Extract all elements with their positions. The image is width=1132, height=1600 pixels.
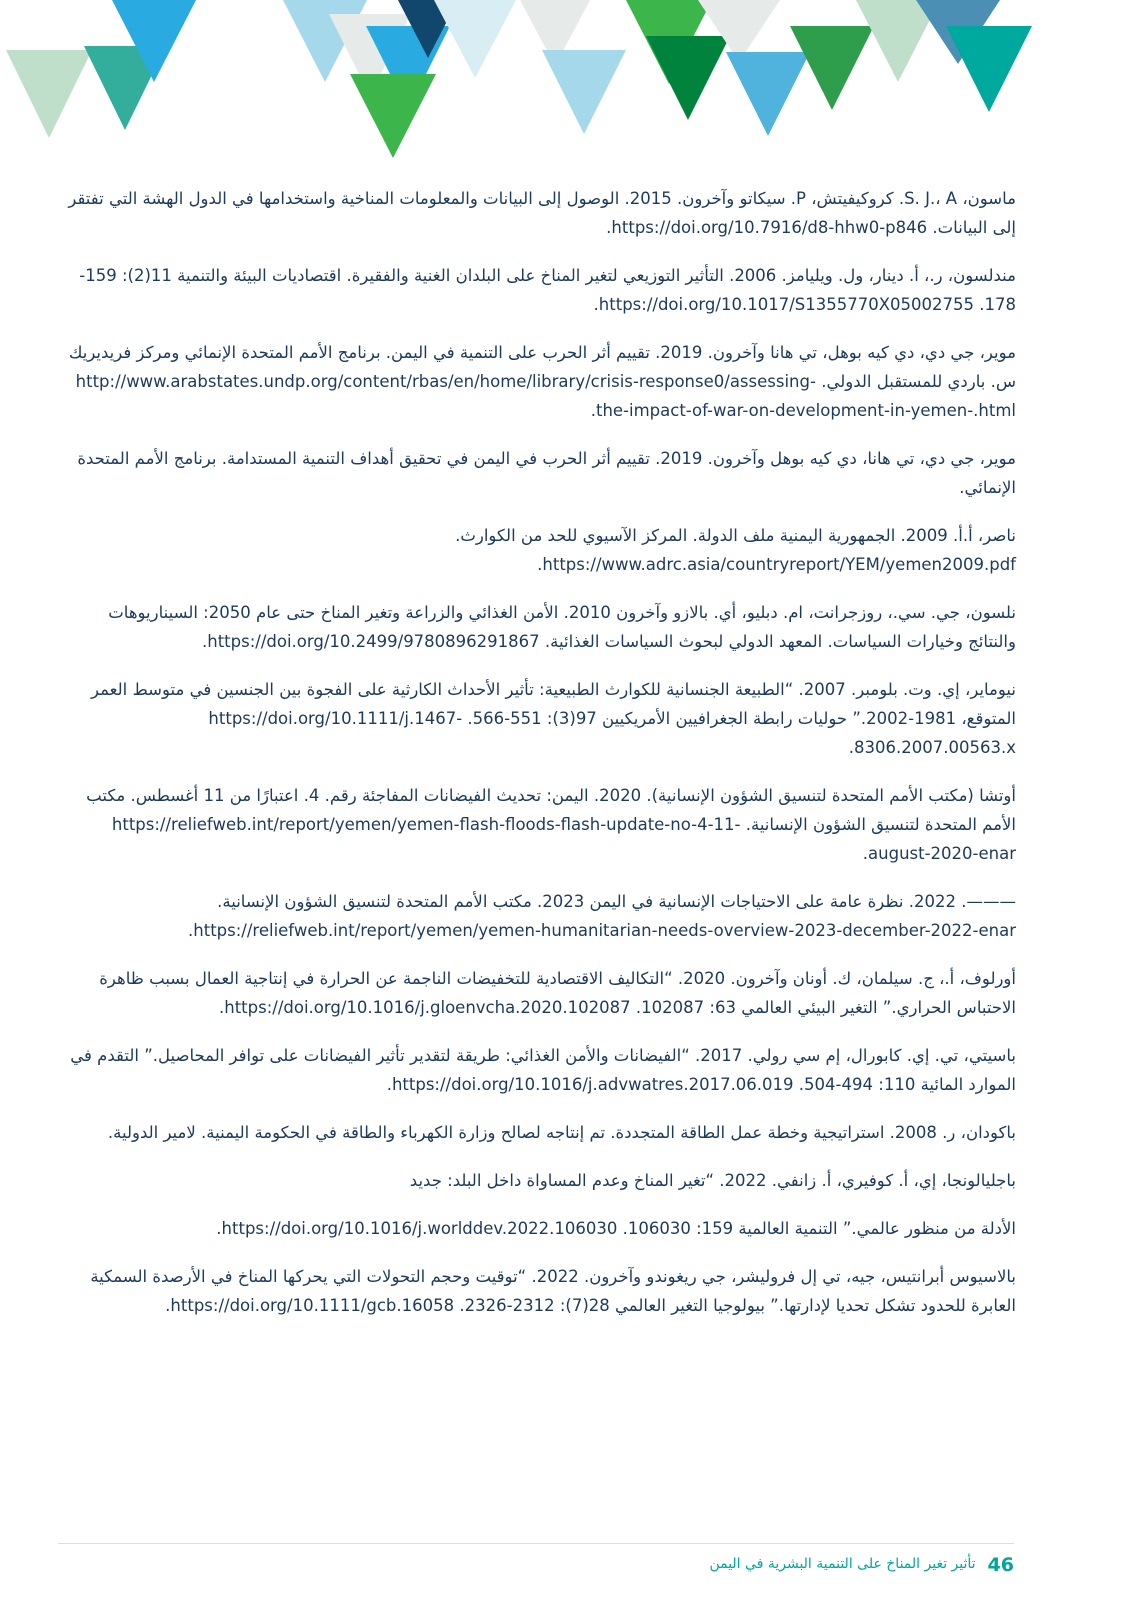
reference-entry: مندلسون، ر.، أ. دينار، ول. ويليامز. 2006. التأثير التوزيعي لتغير المناخ على البلدان الغنية والفقيرة. اقتصاديات البيئة والتنمية 11(2): 159-178. https://doi.org/10.1017/S1355770X05002755. bbox=[79, 266, 1016, 314]
reference-link[interactable]: https://doi.org/10.1016/j.worlddev.2022.106030 bbox=[221, 1219, 618, 1238]
reference-link[interactable]: https://reliefweb.int/report/yemen/yemen-flash-floods-flash-update-no-4-11-august-2020-enar bbox=[111, 815, 1016, 863]
header-decoration bbox=[0, 0, 1132, 160]
reference-entry: الأدلة من منظور عالمي.” التنمية العالمية 159: 106030. https://doi.org/10.1016/j.worlddev.2022.106030. bbox=[216, 1219, 1016, 1238]
reference-entry: موير، جي دي، تي هانا، دي كيه بوهل وآخرون. 2019. تقييم أثر الحرب في اليمن في تحقيق أهداف التنمية المستدامة. برنامج الأمم المتحدة الإنمائي. bbox=[77, 449, 1016, 497]
reference-link[interactable]: https://reliefweb.int/report/yemen/yemen-humanitarian-needs-overview-2023-december-2022-enar bbox=[193, 921, 1016, 940]
reference-entry: نيوماير، إي. وت. بلومبر. 2007. “الطبيعة الجنسانية للكوارث الطبيعية: تأثير الأحداث الكارثية على الفجوة بين الجنسين في متوسط العمر المتوقع، 1981-2002.” حوليات رابطة الجغرافيين الأمريكيين 97(3): 551-566. https://doi.org/10.1111/j.1467-8306.2007.00563.x. bbox=[91, 680, 1016, 757]
reference-link[interactable]: http://www.arabstates.undp.org/content/rbas/en/home/library/crisis-response0/assessing-the-impact-of-war-on-development-in-yemen-.html bbox=[75, 372, 1016, 420]
header-triangles-graphic bbox=[0, 0, 1132, 160]
reference-link[interactable]: https://doi.org/10.1111/gcb.16058 bbox=[170, 1296, 455, 1315]
reference-link[interactable]: https://doi.org/10.7916/d8-hhw0-p846 bbox=[611, 218, 928, 237]
reference-entry: باكودان، ر. 2008. استراتيجية وخطة عمل الطاقة المتجددة. تم إنتاجه لصالح وزارة الكهرباء والطاقة في الحكومة اليمنية. لامير الدولية. bbox=[107, 1123, 1016, 1142]
reference-entry: أورلوف، أ.، ج. سيلمان، ك. أونان وآخرون. 2020. “التكاليف الاقتصادية للتخفيضات الناجمة عن الحرارة في إنتاجية العمال بسبب ظاهرة الاحتباس الحراري.” التغير البيئي العالمي 63: 102087. https://doi.org/10.1016/j.gloenvcha.2020.102087. bbox=[99, 969, 1016, 1017]
reference-entry: أوتشا (مكتب الأمم المتحدة لتنسيق الشؤون الإنسانية). 2020. اليمن: تحديث الفيضانات المفاجئة رقم. 4. اعتبارًا من 11 أغسطس. مكتب الأمم المتحدة لتنسيق الشؤون الإنسانية. https://reliefweb.int/report/yemen/yemen-flash-floods-flash-update-no-4-11-august-2020-enar. bbox=[86, 786, 1016, 863]
reference-entry: ———. 2022. نظرة عامة على الاحتياجات الإنسانية في اليمن 2023. مكتب الأمم المتحدة لتنسيق الشؤون الإنسانية. https://reliefweb.int/report/yemen/yemen-humanitarian-needs-overview-2023-december-2022-enar. bbox=[188, 892, 1016, 940]
footer-row bbox=[58, 1554, 1014, 1576]
decor-triangle bbox=[350, 74, 436, 158]
reference-entry: بالاسيوس أبرانتيس، جيه، تي إل فروليشر، جي ريغوندو وآخرون. 2022. “توقيت وحجم التحولات التي يحركها المناخ في الأرصدة السمكية العابرة للحدود تشكل تحديا لإدارتها.” بيولوجيا التغير العالمي 28(7): 2312-2326. https://doi.org/10.1111/gcb.16058. bbox=[90, 1267, 1016, 1315]
reference-entry: باجليالونجا، إي، أ. كوفيري، أ. زانفي. 2022. “تغير المناخ وعدم المساواة داخل البلد: جديد bbox=[409, 1171, 1016, 1190]
report-title: تأثير تغير المناخ على التنمية البشرية في اليمن bbox=[709, 1556, 976, 1572]
reference-link[interactable]: https://doi.org/10.1111/j.1467-8306.2007.00563.x bbox=[208, 709, 1016, 757]
decor-triangle bbox=[646, 36, 730, 120]
reference-link[interactable]: https://www.adrc.asia/countryreport/YEM/yemen2009.pdf bbox=[542, 555, 1016, 574]
reference-link[interactable]: https://doi.org/10.1016/j.advwatres.2017.06.019 bbox=[391, 1075, 794, 1094]
reference-link[interactable]: https://doi.org/10.2499/9780896291867 bbox=[207, 632, 540, 651]
reference-entry: ماسون، S. J.، A. كروكيفيتش، P. سيكاتو وآخرون. 2015. الوصول إلى البيانات والمعلومات المناخية واستخدامها في الدول الهشة التي تفتقر إلى البيانات. https://doi.org/10.7916/d8-hhw0-p846. bbox=[68, 189, 1016, 237]
reference-entry: ناصر، أ.أ. 2009. الجمهورية اليمنية ملف الدولة. المركز الآسيوي للحد من الكوارث. https://www.adrc.asia/countryreport/YEM/yemen2009.pdf. bbox=[455, 526, 1016, 574]
footer-divider bbox=[58, 1543, 1014, 1544]
decor-triangle bbox=[790, 26, 874, 110]
page-footer bbox=[58, 1543, 1014, 1576]
reference-link[interactable]: https://doi.org/10.1017/S1355770X05002755 bbox=[598, 295, 974, 314]
decor-triangle bbox=[434, 0, 516, 78]
reference-link[interactable]: https://doi.org/10.1016/j.gloenvcha.2020.102087 bbox=[224, 998, 631, 1017]
decor-triangle bbox=[542, 50, 626, 134]
reference-entry: نلسون، جي. سي.، روزجرانت، ام. دبليو، أي. بالازو وآخرون 2010. الأمن الغذائي والزراعة وتغير المناخ حتى عام 2050: السيناريوهات والنتائج وخيارات السياسات. المعهد الدولي لبحوث السياسات الغذائية. https://doi.org/10.2499/9780896291867. bbox=[108, 603, 1016, 651]
decor-triangle bbox=[6, 50, 92, 138]
references-list bbox=[0, 160, 1132, 1320]
decor-triangle bbox=[726, 52, 810, 136]
reference-entry: موير، جي دي، دي كيه بوهل، تي هانا وآخرون. 2019. تقييم أثر الحرب على التنمية في اليمن. برنامج الأمم المتحدة الإنمائي ومركز فريديريك س. باردي للمستقبل الدولي. http://www.arabstates.undp.org/content/rbas/en/home/library/crisis-response0/assessing-the-impact-of-war-on-development-in-yemen-.html. bbox=[68, 343, 1016, 420]
decor-triangle bbox=[946, 26, 1032, 112]
reference-entry: باسيتي، تي. إي. كابورال، إم سي رولي. 2017. “الفيضانات والأمن الغذائي: طريقة لتقدير تأثير الفيضانات على توافر المحاصيل.” التقدم في الموارد المائية 110: 494-504. https://doi.org/10.1016/j.advwatres.2017.06.019. bbox=[70, 1046, 1016, 1094]
page-number: 46 bbox=[987, 1554, 1014, 1576]
